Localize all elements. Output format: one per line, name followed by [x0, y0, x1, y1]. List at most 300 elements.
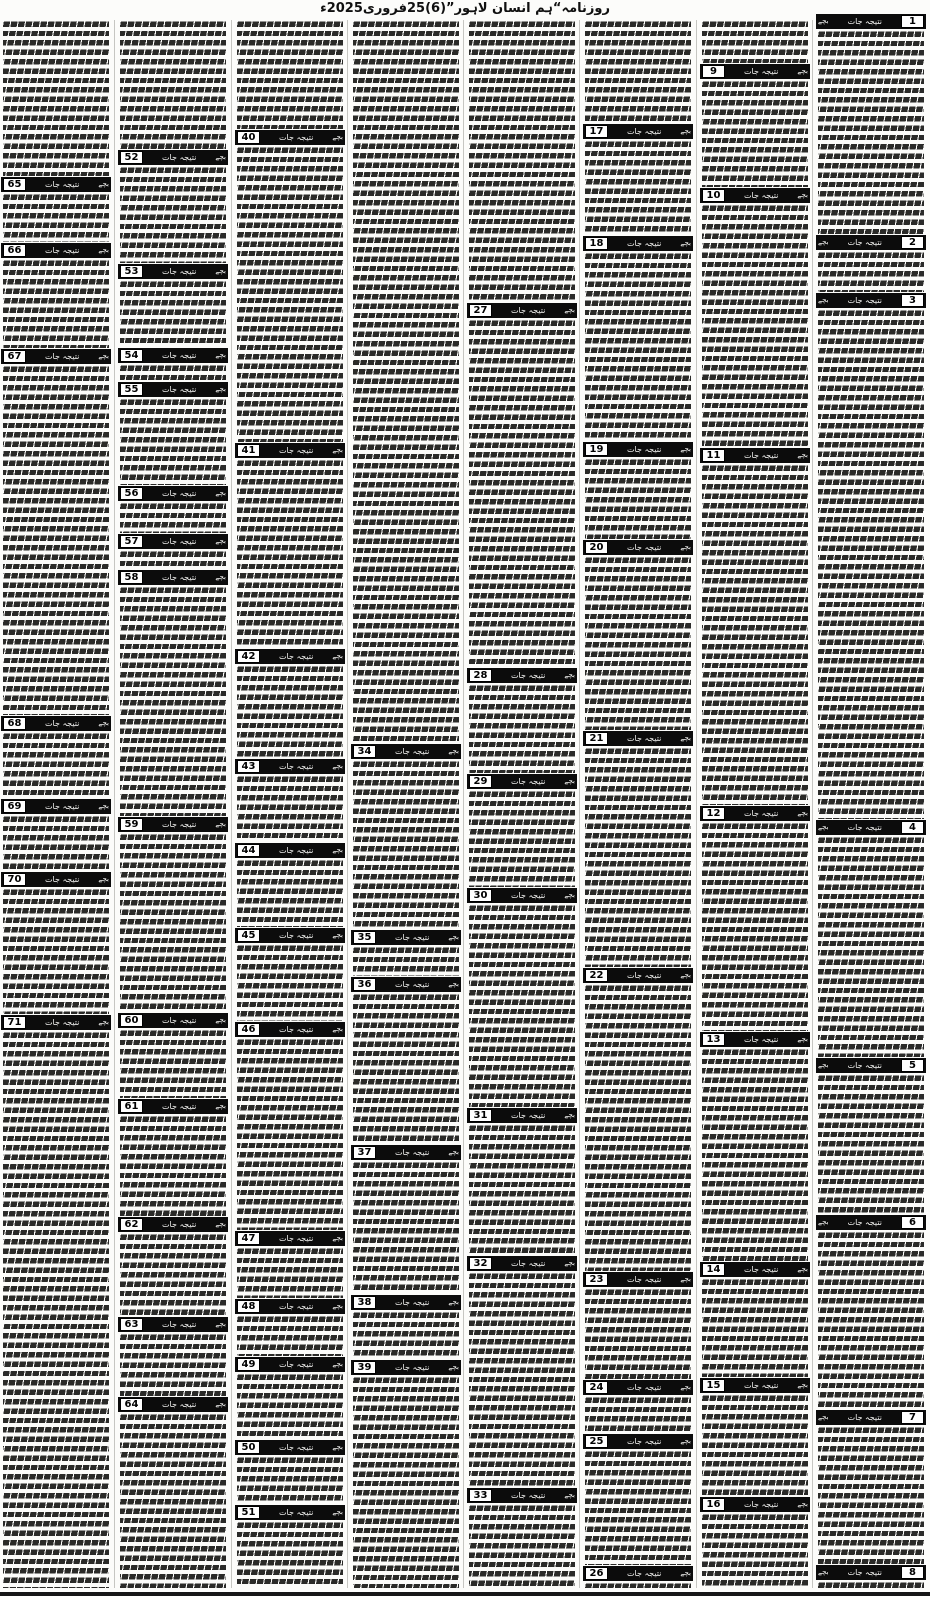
- block-title-label: نتیجہ جات: [162, 267, 197, 276]
- block-header-bar: [235, 1231, 345, 1246]
- block-title-label: نتیجہ جات: [511, 777, 546, 786]
- block-side-label: بچے: [797, 451, 808, 459]
- block-header-bar: [118, 1099, 228, 1114]
- block-title-label: نتیجہ جات: [279, 1302, 314, 1311]
- block-header-bar: [700, 448, 810, 463]
- article-text-block: [818, 1074, 924, 1214]
- block-number: 29: [469, 775, 492, 788]
- block-header-bar: [118, 264, 228, 279]
- block-header-bar: [351, 1360, 461, 1375]
- block-number: 48: [237, 1300, 260, 1313]
- block-number: 33: [469, 1489, 492, 1502]
- block-side-label: بچے: [332, 1025, 343, 1033]
- block-number: 4: [901, 821, 924, 834]
- block-number: 24: [585, 1381, 608, 1394]
- block-number: 65: [3, 178, 26, 191]
- block-side-label: بچے: [680, 734, 691, 742]
- block-header-bar: [235, 928, 345, 943]
- column-divider: [812, 20, 813, 1588]
- block-title-label: نتیجہ جات: [279, 846, 314, 855]
- block-side-label: بچے: [818, 1218, 829, 1226]
- block-number: 30: [469, 889, 492, 902]
- block-side-label: بچے: [564, 891, 575, 899]
- article-text-block: [120, 166, 226, 263]
- block-side-label: بچے: [448, 1148, 459, 1156]
- article-text-block: [237, 1373, 343, 1439]
- block-header-bar: [235, 843, 345, 858]
- block-side-label: بچے: [215, 1400, 226, 1408]
- block-header-bar: [467, 1488, 577, 1503]
- block-header-bar: [700, 1262, 810, 1277]
- block-header-bar: [700, 1497, 810, 1512]
- block-title-label: نتیجہ جات: [395, 1363, 430, 1372]
- block-header-bar: [235, 1357, 345, 1372]
- block-header-bar: [700, 806, 810, 821]
- block-side-label: بچے: [818, 238, 829, 246]
- block-header-bar: [700, 1378, 810, 1393]
- block-header-bar: [235, 1299, 345, 1314]
- article-text-block: [120, 364, 226, 381]
- block-title-label: نتیجہ جات: [395, 933, 430, 942]
- block-side-label: بچے: [680, 971, 691, 979]
- block-header-bar: [816, 235, 926, 250]
- block-side-label: بچے: [564, 1491, 575, 1499]
- block-title-label: نتیجہ جات: [162, 351, 197, 360]
- block-side-label: بچے: [564, 306, 575, 314]
- block-header-bar: [235, 1505, 345, 1520]
- block-side-label: بچے: [448, 1298, 459, 1306]
- block-side-label: بچے: [797, 1035, 808, 1043]
- block-number: 9: [702, 65, 725, 78]
- block-title-label: نتیجہ جات: [627, 445, 662, 454]
- block-number: 58: [120, 571, 143, 584]
- article-text-block: [469, 1272, 575, 1487]
- article-text-block: [702, 464, 808, 805]
- block-side-label: بچے: [332, 1508, 343, 1516]
- block-header-bar: [118, 382, 228, 397]
- block-side-label: بچے: [448, 747, 459, 755]
- block-title-label: نتیجہ جات: [279, 1025, 314, 1034]
- block-number: 52: [120, 151, 143, 164]
- block-title-label: نتیجہ جات: [511, 1111, 546, 1120]
- block-title-label: نتیجہ جات: [279, 1443, 314, 1452]
- article-text-block: [237, 1247, 343, 1298]
- block-title-label: نتیجہ جات: [279, 762, 314, 771]
- article-text-block: [237, 1038, 343, 1230]
- block-side-label: بچے: [818, 1568, 829, 1576]
- block-title-label: نتیجہ جات: [744, 451, 779, 460]
- block-title-label: نتیجہ جات: [162, 385, 197, 394]
- block-side-label: بچے: [818, 823, 829, 831]
- block-number: 32: [469, 1257, 492, 1270]
- block-number: 51: [237, 1506, 260, 1519]
- block-header-bar: [583, 968, 693, 983]
- block-title-label: نتیجہ جات: [511, 1491, 546, 1500]
- block-number: 15: [702, 1379, 725, 1392]
- block-header-bar: [467, 774, 577, 789]
- article-text-block: [3, 259, 109, 348]
- block-side-label: بچے: [797, 191, 808, 199]
- article-text-block: [3, 888, 109, 1014]
- block-title-label: نتیجہ جات: [847, 238, 882, 247]
- block-title-label: نتیجہ جات: [395, 1298, 430, 1307]
- column-divider: [114, 20, 115, 1588]
- block-header-bar: [235, 759, 345, 774]
- block-header-bar: [351, 930, 461, 945]
- article-text-block: [585, 1582, 691, 1588]
- article-text-block: [702, 1513, 808, 1588]
- article-text-block: [237, 1521, 343, 1588]
- article-text-block: [120, 1413, 226, 1588]
- block-side-label: بچے: [215, 573, 226, 581]
- block-header-bar: [118, 1217, 228, 1232]
- block-number: 57: [120, 535, 143, 548]
- article-text-block: [237, 146, 343, 442]
- block-number: 25: [585, 1435, 608, 1448]
- block-header-bar: [816, 1565, 926, 1580]
- block-header-bar: [1, 243, 111, 258]
- block-number: 41: [237, 444, 260, 457]
- block-number: 1: [901, 15, 924, 28]
- news-column: [234, 0, 346, 1600]
- article-text-block: [3, 193, 109, 242]
- block-header-bar: [816, 293, 926, 308]
- article-text-block: [237, 775, 343, 842]
- block-number: 63: [120, 1318, 143, 1331]
- block-number: 61: [120, 1100, 143, 1113]
- article-text-block: [585, 1288, 691, 1379]
- block-side-label: بچے: [332, 931, 343, 939]
- article-text-block: [702, 1394, 808, 1496]
- article-text-block: [469, 1504, 575, 1588]
- article-text-block: [120, 398, 226, 485]
- block-header-bar: [583, 124, 693, 139]
- block-number: 11: [702, 449, 725, 462]
- block-title-label: نتیجہ جات: [627, 971, 662, 980]
- block-number: 54: [120, 349, 143, 362]
- block-side-label: بچے: [332, 1234, 343, 1242]
- article-text-block: [702, 1278, 808, 1377]
- block-number: 2: [901, 236, 924, 249]
- block-side-label: بچے: [215, 1320, 226, 1328]
- block-number: 60: [120, 1014, 143, 1027]
- block-title-label: نتیجہ جات: [45, 1018, 80, 1027]
- block-title-label: نتیجہ جات: [744, 809, 779, 818]
- block-number: 56: [120, 487, 143, 500]
- block-title-label: نتیجہ جات: [279, 133, 314, 142]
- article-text-block: [818, 309, 924, 819]
- block-side-label: بچے: [332, 446, 343, 454]
- block-title-label: نتیجہ جات: [162, 537, 197, 546]
- column-divider: [347, 20, 348, 1588]
- article-text-block: [585, 458, 691, 539]
- block-title-label: نتیجہ جات: [279, 1360, 314, 1369]
- article-text-block: [818, 1581, 924, 1588]
- block-side-label: بچے: [215, 537, 226, 545]
- article-text-block: [3, 815, 109, 871]
- article-text-block: [120, 1233, 226, 1316]
- block-title-label: نتیجہ جات: [511, 891, 546, 900]
- article-text-block: [818, 251, 924, 292]
- article-text-block: [818, 1231, 924, 1409]
- block-title-label: نتیجہ جات: [162, 489, 197, 498]
- block-number: 66: [3, 244, 26, 257]
- block-number: 6: [901, 1216, 924, 1229]
- block-title-label: نتیجہ جات: [847, 17, 882, 26]
- block-side-label: بچے: [680, 1569, 691, 1577]
- block-header-bar: [583, 540, 693, 555]
- article-text-block: [353, 993, 459, 1144]
- block-title-label: نتیجہ جات: [279, 931, 314, 940]
- article-text-block: [120, 280, 226, 347]
- block-header-bar: [235, 1022, 345, 1037]
- block-side-label: بچے: [98, 719, 109, 727]
- block-number: 49: [237, 1358, 260, 1371]
- block-side-label: بچے: [818, 17, 829, 25]
- block-number: 47: [237, 1232, 260, 1245]
- block-header-bar: [118, 534, 228, 549]
- block-number: 36: [353, 978, 376, 991]
- block-title-label: نتیجہ جات: [627, 239, 662, 248]
- block-header-bar: [1, 799, 111, 814]
- block-side-label: بچے: [215, 153, 226, 161]
- block-header-bar: [816, 1410, 926, 1425]
- block-side-label: بچے: [680, 1383, 691, 1391]
- block-side-label: بچے: [564, 671, 575, 679]
- block-number: 34: [353, 745, 376, 758]
- article-text-block: [469, 684, 575, 773]
- news-column: [0, 0, 112, 1600]
- column-divider: [231, 20, 232, 1588]
- block-side-label: بچے: [332, 846, 343, 854]
- block-title-label: نتیجہ جات: [627, 734, 662, 743]
- block-side-label: بچے: [797, 67, 808, 75]
- block-title-label: نتیجہ جات: [395, 747, 430, 756]
- block-number: 62: [120, 1218, 143, 1231]
- masthead-title: روزنامہ“ہم انسان لاہور”(6)25فروری2025ء: [320, 1, 610, 16]
- block-header-bar: [700, 188, 810, 203]
- news-column: [117, 0, 229, 1600]
- block-side-label: بچے: [215, 1016, 226, 1024]
- block-number: 16: [702, 1498, 725, 1511]
- block-side-label: بچے: [98, 352, 109, 360]
- block-title-label: نتیجہ جات: [511, 671, 546, 680]
- block-side-label: بچے: [98, 1018, 109, 1026]
- block-number: 35: [353, 931, 376, 944]
- block-header-bar: [700, 64, 810, 79]
- block-side-label: بچے: [332, 762, 343, 770]
- block-title-label: نتیجہ جات: [45, 246, 80, 255]
- block-title-label: نتیجہ جات: [847, 1061, 882, 1070]
- block-title-label: نتیجہ جات: [511, 1259, 546, 1268]
- block-side-label: بچے: [680, 1275, 691, 1283]
- block-side-label: بچے: [818, 1413, 829, 1421]
- block-header-bar: [816, 14, 926, 29]
- news-column: [350, 0, 462, 1600]
- block-side-label: بچے: [797, 809, 808, 817]
- block-title-label: نتیجہ جات: [162, 1400, 197, 1409]
- article-text-block: [469, 904, 575, 1107]
- column-divider: [579, 20, 580, 1588]
- block-header-bar: [583, 236, 693, 251]
- block-header-bar: [816, 1058, 926, 1073]
- block-header-bar: [118, 1317, 228, 1332]
- article-text-block: [353, 1161, 459, 1294]
- block-side-label: بچے: [680, 1437, 691, 1445]
- block-side-label: بچے: [564, 1259, 575, 1267]
- block-side-label: بچے: [215, 820, 226, 828]
- block-header-bar: [816, 820, 926, 835]
- article-text-block: [585, 984, 691, 1271]
- article-text-block: [585, 1396, 691, 1433]
- block-side-label: بچے: [680, 445, 691, 453]
- block-side-label: بچے: [680, 127, 691, 135]
- block-side-label: بچے: [332, 1302, 343, 1310]
- block-side-label: بچے: [332, 652, 343, 660]
- block-header-bar: [467, 303, 577, 318]
- block-side-label: بچے: [797, 1381, 808, 1389]
- block-side-label: بچے: [215, 267, 226, 275]
- article-text-block: [353, 946, 459, 976]
- article-text-block: [120, 502, 226, 533]
- bottom-rule: [0, 1592, 930, 1596]
- block-side-label: بچے: [797, 1265, 808, 1273]
- block-side-label: بچے: [215, 489, 226, 497]
- block-header-bar: [118, 570, 228, 585]
- block-title-label: نتیجہ جات: [45, 802, 80, 811]
- block-title-label: نتیجہ جات: [45, 352, 80, 361]
- block-number: 27: [469, 304, 492, 317]
- block-title-label: نتیجہ جات: [744, 67, 779, 76]
- article-text-block: [702, 20, 808, 63]
- block-header-bar: [467, 1256, 577, 1271]
- block-side-label: بچے: [215, 1220, 226, 1228]
- block-number: 45: [237, 929, 260, 942]
- block-number: 59: [120, 818, 143, 831]
- article-text-block: [469, 20, 575, 302]
- block-header-bar: [118, 348, 228, 363]
- block-title-label: نتیجہ جات: [847, 296, 882, 305]
- block-header-bar: [118, 1397, 228, 1412]
- block-title-label: نتیجہ جات: [395, 980, 430, 989]
- block-header-bar: [235, 1440, 345, 1455]
- block-header-bar: [1, 349, 111, 364]
- block-title-label: نتیجہ جات: [162, 573, 197, 582]
- block-number: 64: [120, 1398, 143, 1411]
- block-title-label: نتیجہ جات: [279, 446, 314, 455]
- block-header-bar: [351, 744, 461, 759]
- article-text-block: [237, 859, 343, 927]
- article-text-block: [237, 1315, 343, 1356]
- article-text-block: [3, 1031, 109, 1588]
- block-header-bar: [118, 486, 228, 501]
- block-side-label: بچے: [818, 1061, 829, 1069]
- article-text-block: [120, 1115, 226, 1216]
- article-text-block: [120, 833, 226, 1012]
- block-title-label: نتیجہ جات: [627, 1569, 662, 1578]
- block-number: 19: [585, 443, 608, 456]
- block-side-label: بچے: [818, 296, 829, 304]
- block-header-bar: [235, 130, 345, 145]
- block-number: 23: [585, 1273, 608, 1286]
- block-header-bar: [467, 888, 577, 903]
- block-side-label: بچے: [564, 777, 575, 785]
- block-number: 69: [3, 800, 26, 813]
- block-number: 38: [353, 1296, 376, 1309]
- block-title-label: نتیجہ جات: [279, 652, 314, 661]
- article-text-block: [3, 20, 109, 176]
- block-title-label: نتیجہ جات: [627, 1383, 662, 1392]
- block-title-label: نتیجہ جات: [395, 1148, 430, 1157]
- block-number: 7: [901, 1411, 924, 1424]
- article-text-block: [353, 1376, 459, 1588]
- block-header-bar: [118, 817, 228, 832]
- block-number: 70: [3, 873, 26, 886]
- block-header-bar: [1, 177, 111, 192]
- block-number: 21: [585, 732, 608, 745]
- article-text-block: [585, 1450, 691, 1565]
- article-text-block: [585, 556, 691, 730]
- block-side-label: بچے: [215, 1102, 226, 1110]
- block-title-label: نتیجہ جات: [279, 1508, 314, 1517]
- block-title-label: نتیجہ جات: [627, 1275, 662, 1284]
- block-number: 18: [585, 237, 608, 250]
- column-divider: [696, 20, 697, 1588]
- article-text-block: [818, 30, 924, 234]
- block-header-bar: [351, 977, 461, 992]
- article-text-block: [353, 760, 459, 929]
- block-header-bar: [583, 1272, 693, 1287]
- block-header-bar: [1, 872, 111, 887]
- article-text-block: [702, 204, 808, 447]
- block-side-label: بچے: [98, 180, 109, 188]
- block-title-label: نتیجہ جات: [162, 820, 197, 829]
- block-title-label: نتیجہ جات: [627, 127, 662, 136]
- block-number: 42: [237, 650, 260, 663]
- block-number: 68: [3, 717, 26, 730]
- block-number: 13: [702, 1033, 725, 1046]
- block-title-label: نتیجہ جات: [511, 306, 546, 315]
- block-header-bar: [118, 150, 228, 165]
- block-side-label: بچے: [98, 802, 109, 810]
- block-number: 44: [237, 844, 260, 857]
- block-title-label: نتیجہ جات: [627, 543, 662, 552]
- block-title-label: نتیجہ جات: [279, 1234, 314, 1243]
- block-title-label: نتیجہ جات: [162, 1320, 197, 1329]
- block-number: 22: [585, 969, 608, 982]
- article-text-block: [3, 365, 109, 715]
- article-text-block: [237, 459, 343, 648]
- article-text-block: [237, 665, 343, 758]
- block-title-label: نتیجہ جات: [847, 1413, 882, 1422]
- article-text-block: [469, 790, 575, 887]
- block-title-label: نتیجہ جات: [162, 1016, 197, 1025]
- block-number: 50: [237, 1441, 260, 1454]
- news-column: [466, 0, 578, 1600]
- block-title-label: نتیجہ جات: [45, 180, 80, 189]
- block-side-label: بچے: [98, 875, 109, 883]
- block-number: 46: [237, 1023, 260, 1036]
- block-side-label: بچے: [215, 385, 226, 393]
- block-title-label: نتیجہ جات: [744, 1500, 779, 1509]
- article-text-block: [237, 20, 343, 129]
- block-side-label: بچے: [448, 1363, 459, 1371]
- news-column: [815, 0, 927, 1600]
- block-number: 14: [702, 1263, 725, 1276]
- block-title-label: نتیجہ جات: [744, 191, 779, 200]
- block-title-label: نتیجہ جات: [744, 1265, 779, 1274]
- block-title-label: نتیجہ جات: [744, 1381, 779, 1390]
